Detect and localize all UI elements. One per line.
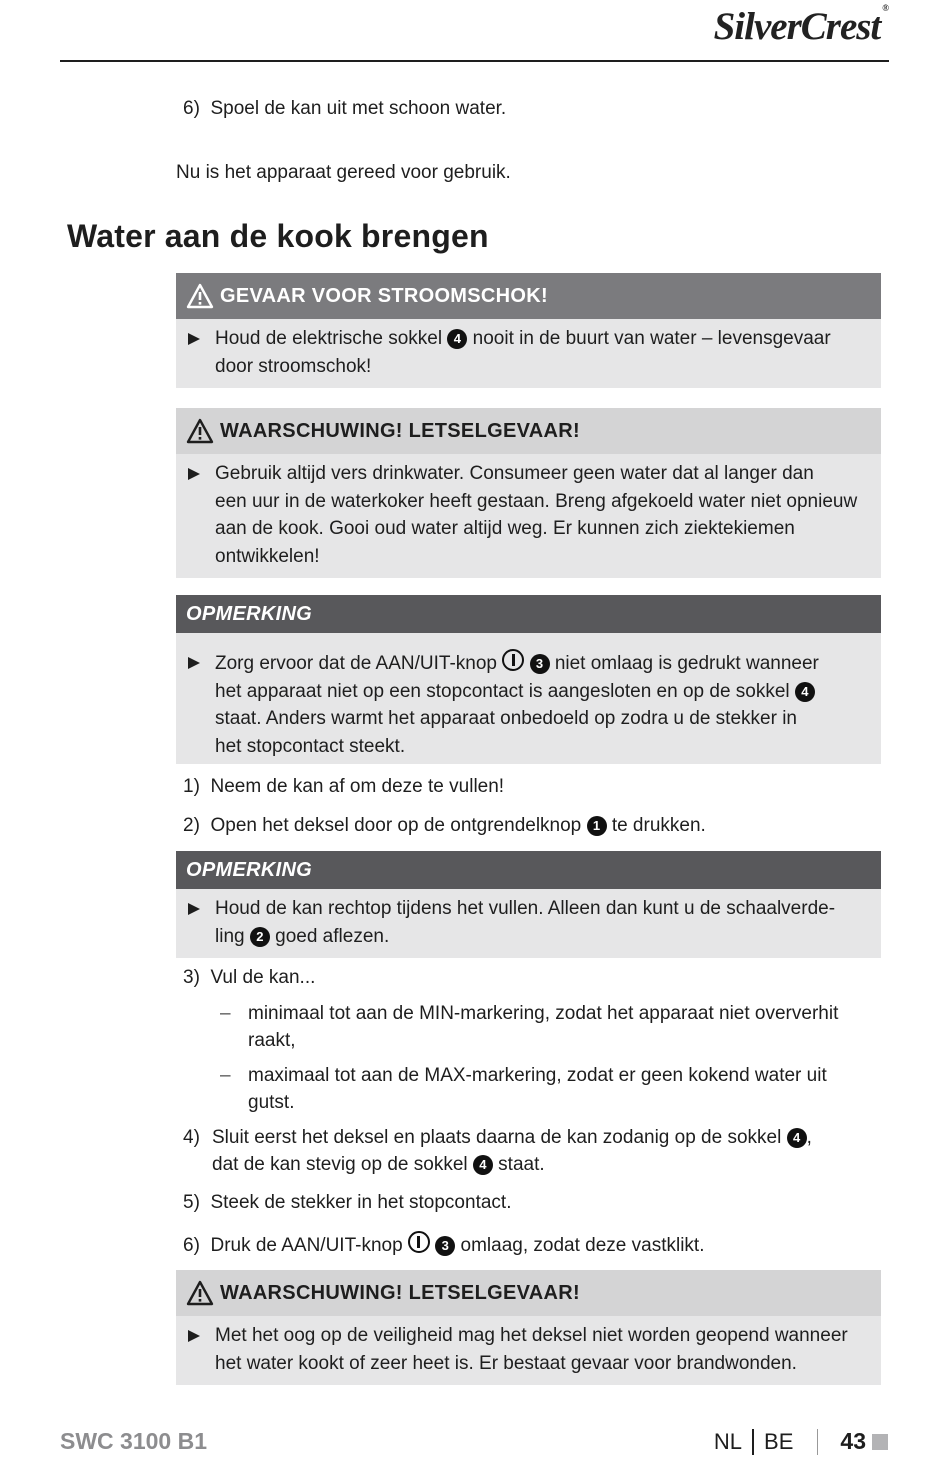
note-box-header: OPMERKING bbox=[176, 595, 881, 633]
sub-item-dash: – bbox=[220, 1003, 231, 1024]
warning-box-header bbox=[176, 408, 881, 454]
note-box-2-header: OPMERKING bbox=[176, 851, 881, 889]
power-icon bbox=[408, 1231, 430, 1253]
step-5: 5) Steek de stekker in het stopcontact. bbox=[183, 1192, 512, 1213]
part-ref-badge: 3 bbox=[530, 654, 550, 674]
note-box-body: Zorg ervoor dat de AAN/UIT-knop 3 niet omlaag is gedrukt wanneer het apparaat niet op een stopcontact is aangesloten en op de sokkel 4 staat. Anders warmt het apparaat onbedoeld op zodra u de stekker in het stopcontact steekt. bbox=[176, 633, 881, 764]
part-ref-badge: 4 bbox=[447, 329, 467, 349]
danger-box-body: Houd de elektrische sokkel 4 nooit in de buurt van water – levensgevaar door stroomschok! bbox=[176, 319, 881, 388]
step-1: 1) Neem de kan af om deze te vullen! bbox=[183, 776, 505, 797]
danger-box bbox=[176, 273, 881, 388]
footer-divider bbox=[817, 1429, 818, 1455]
part-ref-badge: 1 bbox=[587, 816, 607, 836]
footer-model: SWC 3100 B1 bbox=[60, 1428, 208, 1454]
bullet-arrow-icon bbox=[188, 468, 200, 480]
footer-page-info bbox=[714, 1428, 888, 1455]
header-rule bbox=[60, 60, 889, 62]
bullet-arrow-icon bbox=[188, 333, 200, 345]
sub-item: maximaal tot aan de MAX-markering, zodat er geen kokend water uit gutst. bbox=[248, 1065, 827, 1113]
warning-box-2 bbox=[176, 1270, 881, 1385]
footer-divider bbox=[752, 1429, 754, 1455]
step-4: Sluit eerst het deksel en plaats daarna de kan zodanig op de sokkel 4 , dat de kan stevig op de sokkel 4 staat. bbox=[212, 1127, 812, 1175]
warning-icon bbox=[186, 1280, 214, 1306]
step-2: 2) Open het deksel door op de ontgrendelknop 1 te drukken. bbox=[183, 815, 706, 836]
brand-logo: SilverCrest ® bbox=[713, 3, 888, 48]
step-3: 3) Vul de kan... bbox=[183, 967, 316, 988]
footer-lang-be: BE bbox=[764, 1428, 794, 1454]
sub-item: minimaal tot aan de MIN-markering, zodat het apparaat niet oververhit raakt, bbox=[248, 1003, 839, 1051]
part-ref-badge: 2 bbox=[250, 927, 270, 947]
warning-icon bbox=[186, 283, 214, 309]
footer-lang-nl: NL bbox=[713, 1428, 743, 1454]
page-number: 43 bbox=[840, 1428, 866, 1454]
ready-text: Nu is het apparaat gereed voor gebruik. bbox=[176, 162, 511, 183]
sub-item-dash: – bbox=[220, 1065, 231, 1086]
note-box-2 bbox=[176, 851, 881, 958]
danger-box-header bbox=[176, 273, 881, 319]
power-icon bbox=[502, 649, 524, 671]
warning-box-2-body: Met het oog op de veiligheid mag het deksel niet worden geopend wanneer het water kookt of zeer heet is. Er bestaat gevaar voor brandwonden. bbox=[176, 1316, 881, 1385]
part-ref-badge: 4 bbox=[473, 1155, 493, 1175]
bullet-arrow-icon bbox=[188, 1330, 200, 1342]
danger-box-title: GEVAAR VOOR STROOMSCHOK! bbox=[220, 284, 548, 307]
bullet-arrow-icon bbox=[188, 903, 200, 915]
warning-box-2-title: WAARSCHUWING! LETSELGEVAAR! bbox=[220, 1281, 580, 1304]
warning-box-2-header bbox=[176, 1270, 881, 1316]
part-ref-badge: 4 bbox=[795, 682, 815, 702]
step-6-top: 6) Spoel de kan uit met schoon water. bbox=[183, 98, 507, 119]
step-6: 6) Druk de AAN/UIT-knop 3 omlaag, zodat deze vastklikt. bbox=[183, 1231, 704, 1259]
note-box-2-body: Houd de kan rechtop tijdens het vullen. Alleen dan kunt u de schaalverde- ling 2 goed aflezen. bbox=[176, 889, 881, 958]
part-ref-badge: 3 bbox=[435, 1236, 455, 1256]
note-box bbox=[176, 595, 881, 764]
warning-icon bbox=[186, 418, 214, 444]
warning-box-title: WAARSCHUWING! LETSELGEVAAR! bbox=[220, 419, 580, 442]
warning-box bbox=[176, 408, 881, 578]
page-square-icon bbox=[872, 1434, 888, 1450]
part-ref-badge: 4 bbox=[787, 1128, 807, 1148]
step-4-num: 4) bbox=[183, 1127, 200, 1148]
section-title: Water aan de kook brengen bbox=[67, 218, 489, 254]
warning-box-body: Gebruik altijd vers drinkwater. Consumeer geen water dat al langer dan een uur in de waterkoker heeft gestaan. Breng afgekoeld water niet opnieuw aan de kook. Gooi oud water altijd weg. Er kunnen zich ziektekiemen ontwikkelen! bbox=[176, 454, 881, 578]
bullet-arrow-icon bbox=[188, 657, 200, 669]
